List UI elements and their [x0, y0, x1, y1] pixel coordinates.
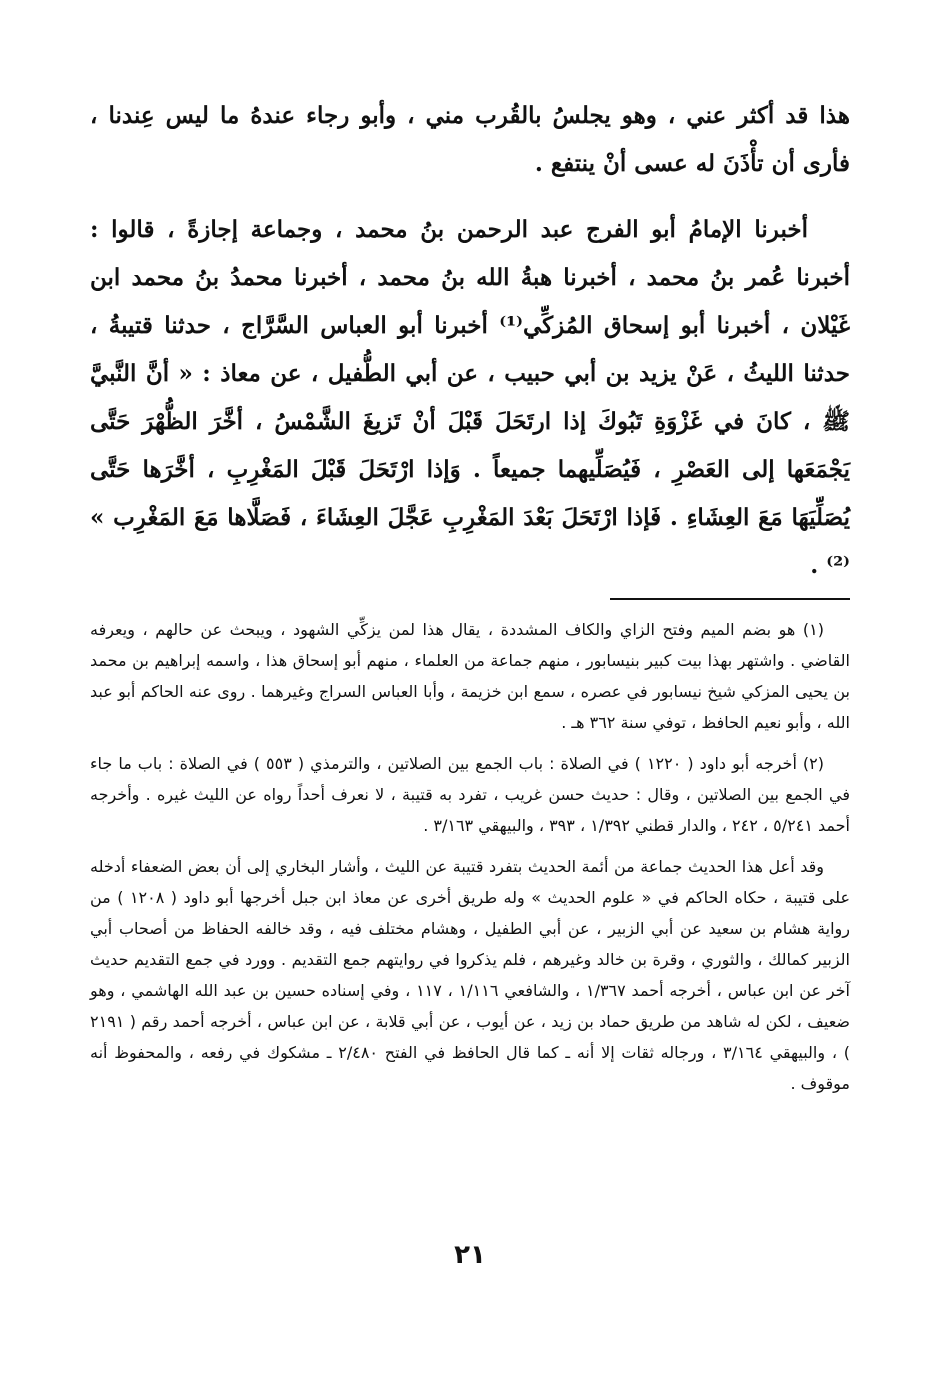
main-paragraph-2: أخبرنا الإمامُ أبو الفرج عبد الرحمن بنُ محمد ، وجماعة إجازةً ، قالوا : أخبرنا عُمر بنُ محمد ، أخبرنا هبةُ الله بنُ محمد ، أخبرنا محمدُ بنُ محمد ابن غَيْلان ، أخبرنا أبو إسحاق المُزكِّي⁽¹⁾ أخبرنا أبو العباس السَّرَّاج ، حدثنا قتيبةُ ، حدثنا الليثُ ، عَنْ يزيد بن أبي حبيب ، عن أبي الطُّفيل ، عن معاذ : « أنَّ النَّبيَّ ﷺ ، كانَ في غَزْوَةِ تَبُوكَ إذا ارتَحَلَ قَبْلَ أنْ تَزيغَ الشَّمْسُ ، أخَّرَ الظُّهْرَ حَتَّى يَجْمَعَها إلى العَصْرِ ، فَيُصَلِّيهما جميعاً . وَإذا ارْتَحَلَ قَبْلَ المَغْرِبِ ، أخَّرَها حَتَّى يُصَلِّيَهَا مَعَ العِشَاءِ . فَإذا ارْتَحَلَ بَعْدَ المَغْرِبِ عَجَّلَ العِشَاءَ ، فَصَلَّاها مَعَ المَغْرِب » ⁽²⁾ . — [90, 216, 850, 579]
main-paragraph-1: هذا قد أكثر عني ، وهو يجلسُ بالقُرب مني ، وأبو رجاء عندهُ ما ليس عِندنا ، فأرى أن تأْذَنَ له عسى أنْ ينتفع . — [90, 102, 850, 177]
footnote-1: (١) هو بضم الميم وفتح الزاي والكاف المشددة ، يقال هذا لمن يزكِّي الشهود ، ويبحث عن حالهم ، ويعرفه القاضي . واشتهر بهذا بيت كبير بنيسابور ، منهم جماعة من العلماء ، منهم أبو إسحاق هذا ، واسمه إبراهيم بن محمد بن يحيى المزكي شيخ نيسابور في عصره ، سمع ابن خزيمة ، وأبا العباس السراج وغيرهما . روى عنه الحاكم أبو عبد الله ، وأبو نعيم الحافظ ، توفي سنة ٣٦٢ هـ . — [90, 620, 850, 732]
main-text — [90, 92, 850, 590]
footnotes — [90, 614, 850, 1109]
page-number: ٢١ — [454, 1240, 486, 1270]
footnote-divider — [610, 598, 850, 600]
footnote-2: (٢) أخرجه أبو داود ( ١٢٢٠ ) في الصلاة : باب الجمع بين الصلاتين ، والترمذي ( ٥٥٣ ) في الصلاة : باب ما جاء في الجمع بين الصلاتين ، وقال : حديث حسن غريب ، تفرد به قتيبة ، لا نعرف أحداً رواه عن الليث غيره . وأخرجه أحمد ٥/٢٤١ ، ٢٤٢ ، والدار قطني ١/٣٩٢ ، ٣٩٣ ، والبيهقي ٣/١٦٣ . — [90, 754, 850, 835]
footnote-2-continuation: وقد أعل هذا الحديث جماعة من أئمة الحديث بتفرد قتيبة عن الليث ، وأشار البخاري إلى أن بعض الضعفاء أدخله على قتيبة ، حكاه الحاكم في « علوم الحديث » وله طريق أخرى عن معاذ ابن جبل أخرجها أبو داود ( ١٢٠٨ ) من رواية هشام بن سعيد عن أبي الزبير ، عن أبي الطفيل ، وهشام مختلف فيه ، وقد خالفه الحفاظ من أصحاب أبي الزبير كمالك ، والثوري ، وقرة بن خالد وغيرهم ، فلم يذكروا في روايتهم جمع التقديم . وورد في جمع التقديم حديث آخر عن ابن عباس ، أخرجه أحمد ١/٣٦٧ ، والشافعي ١/١١٦ ، ١١٧ ، وفي إسناده حسين بن عبد الله الهاشمي ، وهو ضعيف ، لكن له شاهد من طريق حماد بن زيد ، عن أيوب ، عن أبي قلابة ، عن ابن عباس ، أخرجه أحمد رقم ( ٢١٩١ ) ، والبيهقي ٣/١٦٤ ، ورجاله ثقات إلا أنه ـ كما قال الحافظ في الفتح ٢/٤٨٠ ـ مشكوك في رفعه ، والمحفوظ أنه موقوف . — [90, 857, 851, 1093]
